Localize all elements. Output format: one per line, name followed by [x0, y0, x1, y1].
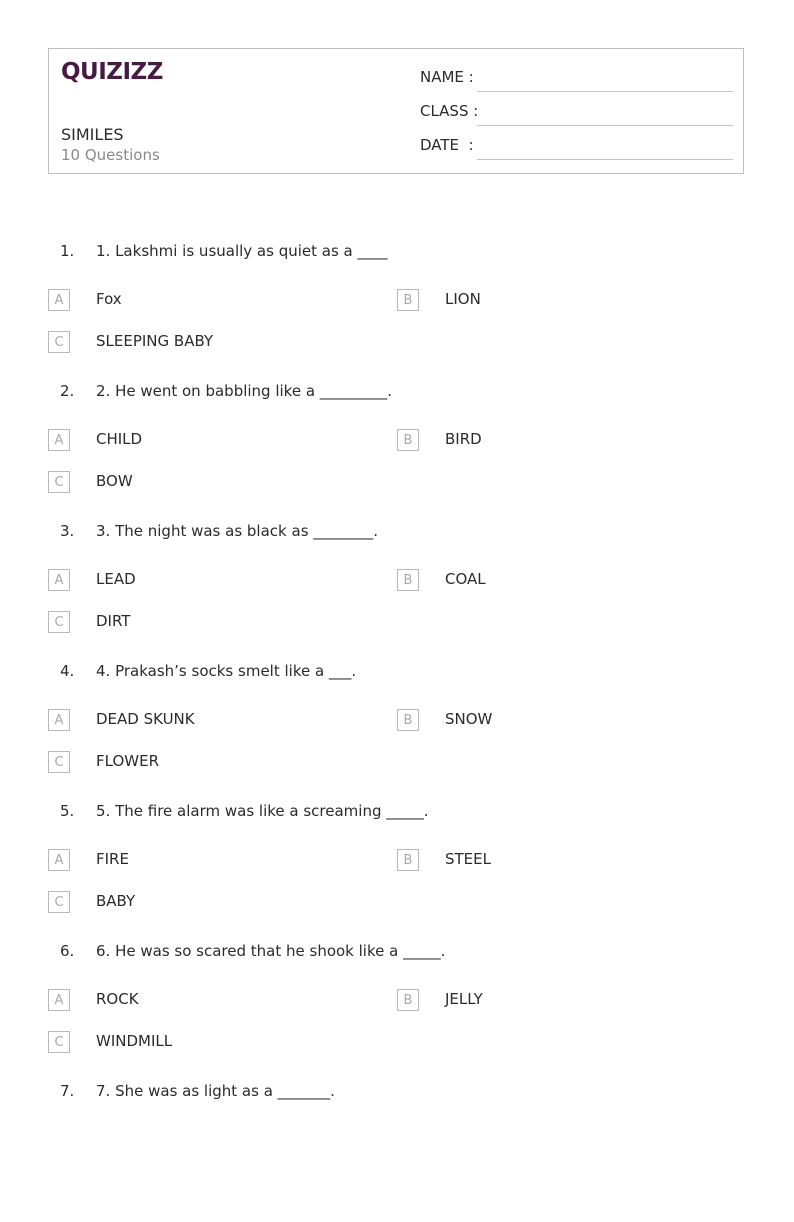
option-text: COAL	[445, 570, 486, 588]
date-label: DATE :	[420, 136, 474, 154]
class-field	[420, 102, 733, 126]
question-text: 2. He went on babbling like a _________.	[96, 382, 393, 400]
option-letter-box[interactable]: B	[397, 289, 419, 311]
option-text: JELLY	[445, 990, 483, 1008]
option-letter-box[interactable]: B	[397, 429, 419, 451]
option-letter-box[interactable]: C	[48, 611, 70, 633]
option-text: FIRE	[96, 850, 129, 868]
question-5	[0, 802, 794, 942]
option-text: BIRD	[445, 430, 482, 448]
question-number: 7.	[60, 1082, 75, 1100]
option-text: WINDMILL	[96, 1032, 173, 1050]
class-line	[477, 125, 733, 126]
question-3	[0, 522, 794, 662]
question-number: 3.	[60, 522, 75, 540]
question-number: 6.	[60, 942, 75, 960]
question-number: 5.	[60, 802, 75, 820]
question-7	[0, 1082, 794, 1222]
question-6	[0, 942, 794, 1082]
question-count: 10 Questions	[61, 146, 160, 164]
option-text: SNOW	[445, 710, 493, 728]
question-4	[0, 662, 794, 802]
option-text: CHILD	[96, 430, 143, 448]
option-letter-box[interactable]: A	[48, 709, 70, 731]
worksheet-header	[48, 48, 744, 174]
question-text: 3. The night was as black as ________.	[96, 522, 379, 540]
question-number: 1.	[60, 242, 75, 260]
name-field	[420, 68, 733, 92]
option-text: DEAD SKUNK	[96, 710, 195, 728]
option-letter-box[interactable]: A	[48, 429, 70, 451]
option-text: DIRT	[96, 612, 131, 630]
option-text: FLOWER	[96, 752, 159, 770]
option-text: LION	[445, 290, 481, 308]
option-text: ROCK	[96, 990, 139, 1008]
question-2	[0, 382, 794, 522]
question-text: 4. Prakash’s socks smelt like a ___.	[96, 662, 357, 680]
option-letter-box[interactable]: B	[397, 989, 419, 1011]
quizizz-logo: QUIZIZZ	[61, 59, 163, 85]
question-text: 7. She was as light as a _______.	[96, 1082, 335, 1100]
option-letter-box[interactable]: C	[48, 1031, 70, 1053]
option-letter-box[interactable]: C	[48, 331, 70, 353]
question-text: 5. The fire alarm was like a screaming _____.	[96, 802, 429, 820]
option-text: STEEL	[445, 850, 491, 868]
date-field	[420, 136, 733, 160]
option-letter-box[interactable]: A	[48, 849, 70, 871]
option-letter-box[interactable]: A	[48, 569, 70, 591]
date-line	[477, 159, 733, 160]
option-letter-box[interactable]: C	[48, 891, 70, 913]
question-1	[0, 242, 794, 382]
class-label: CLASS :	[420, 102, 479, 120]
option-letter-box[interactable]: B	[397, 849, 419, 871]
question-number: 2.	[60, 382, 75, 400]
name-line	[477, 91, 733, 92]
question-text: 6. He was so scared that he shook like a _____.	[96, 942, 446, 960]
option-letter-box[interactable]: C	[48, 751, 70, 773]
name-label: NAME :	[420, 68, 474, 86]
option-text: LEAD	[96, 570, 136, 588]
option-text: BOW	[96, 472, 133, 490]
option-letter-box[interactable]: B	[397, 569, 419, 591]
question-text: 1. Lakshmi is usually as quiet as a ____	[96, 242, 388, 260]
quiz-title: SIMILES	[61, 125, 124, 144]
option-letter-box[interactable]: A	[48, 989, 70, 1011]
question-number: 4.	[60, 662, 75, 680]
option-letter-box[interactable]: A	[48, 289, 70, 311]
option-letter-box[interactable]: B	[397, 709, 419, 731]
option-text: SLEEPING BABY	[96, 332, 214, 350]
option-text: BABY	[96, 892, 136, 910]
option-letter-box[interactable]: C	[48, 471, 70, 493]
option-text: Fox	[96, 290, 122, 308]
